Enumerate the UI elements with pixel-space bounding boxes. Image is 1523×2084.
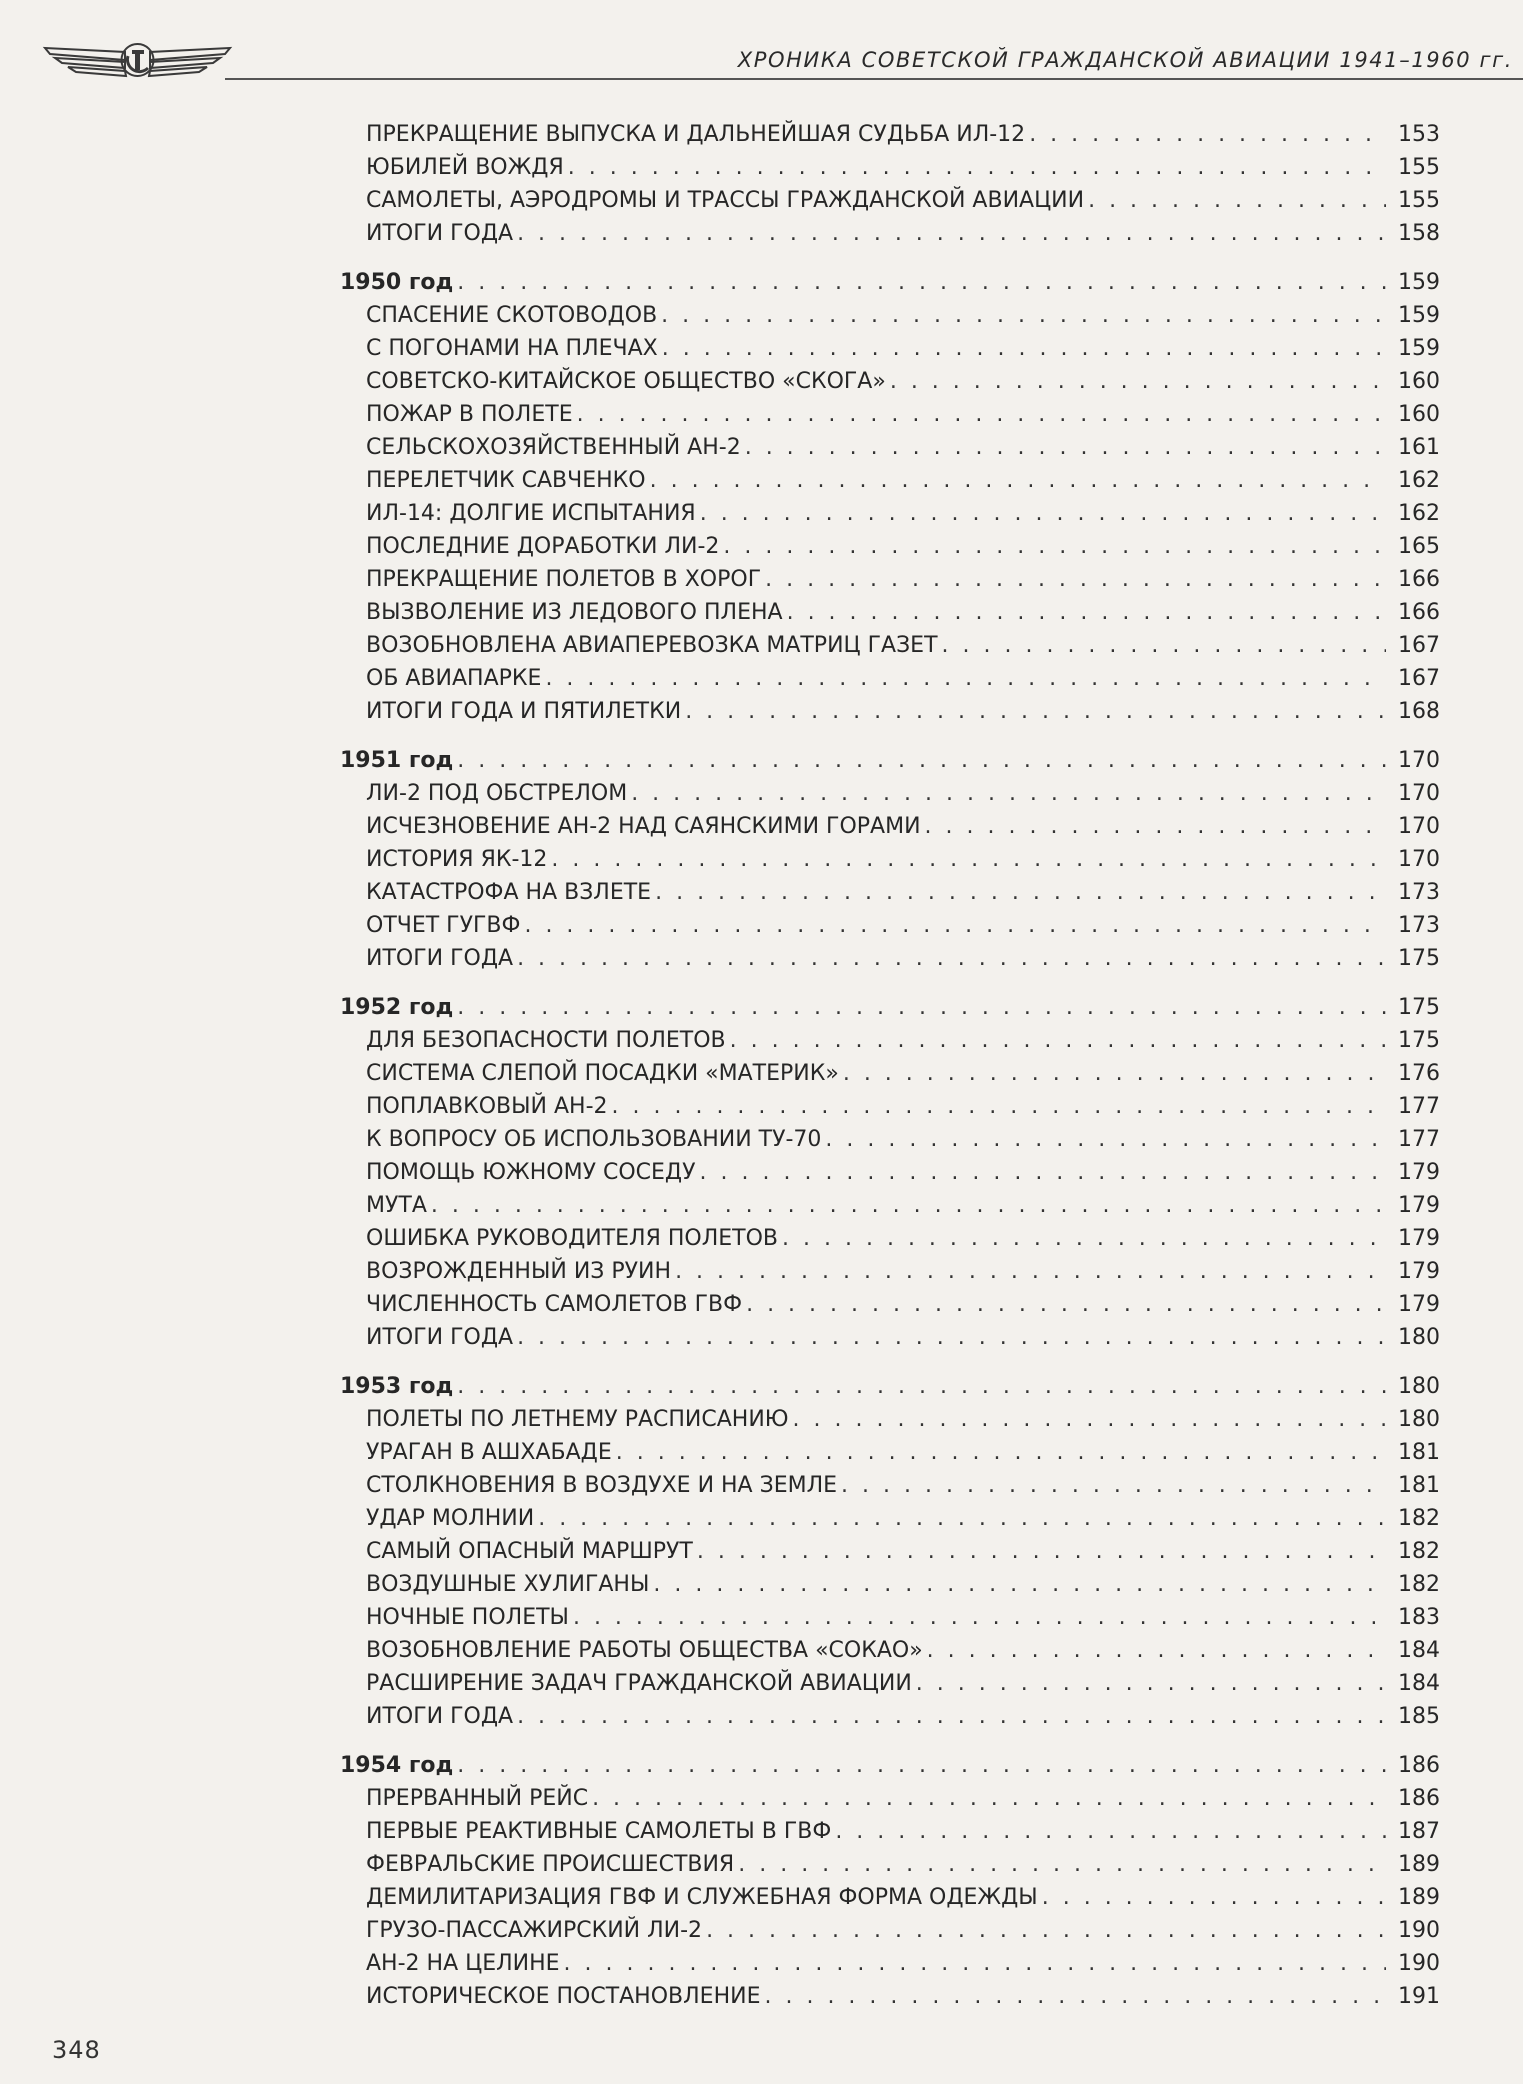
toc-page-number: 182	[1398, 1539, 1440, 1564]
toc-entry-title: СПАСЕНИЕ СКОТОВОДОВ	[366, 303, 658, 328]
toc-entry[interactable]	[340, 1947, 1440, 1980]
toc-entry-title: ИТОГИ ГОДА	[366, 946, 514, 971]
leader-dots	[631, 777, 1386, 810]
toc-page-number: 155	[1398, 188, 1440, 213]
toc-entry-title: ПОПЛАВКОВЫЙ АН-2	[366, 1094, 608, 1119]
toc-entry[interactable]	[340, 1189, 1440, 1222]
toc-page-number: 167	[1398, 633, 1440, 658]
toc-entry-title: СИСТЕМА СЛЕПОЙ ПОСАДКИ «МАТЕРИК»	[366, 1061, 839, 1086]
leader-dots	[841, 1469, 1386, 1502]
toc-entry-title: ЛИ-2 ПОД ОБСТРЕЛОМ	[366, 781, 628, 806]
leader-dots	[745, 431, 1386, 464]
toc-page-number: 175	[1398, 995, 1440, 1020]
leader-dots	[730, 1024, 1386, 1057]
toc-entry[interactable]	[340, 1156, 1440, 1189]
toc-entry-title: ВЫЗВОЛЕНИЕ ИЗ ЛЕДОВОГО ПЛЕНА	[366, 600, 783, 625]
toc-page-number: 189	[1398, 1885, 1440, 1910]
leader-dots	[697, 1535, 1386, 1568]
toc-page-number: 179	[1398, 1292, 1440, 1317]
toc-page-number: 186	[1398, 1786, 1440, 1811]
leader-dots	[685, 695, 1386, 728]
leader-dots	[765, 563, 1386, 596]
leader-dots	[538, 1502, 1386, 1535]
toc-entry-title: ВОЗДУШНЫЕ ХУЛИГАНЫ	[366, 1572, 650, 1597]
toc-section	[340, 991, 1440, 1354]
leader-dots	[457, 1749, 1386, 1782]
toc-entry-title: АН-2 НА ЦЕЛИНЕ	[366, 1951, 560, 1976]
leader-dots	[517, 217, 1386, 250]
toc-entry[interactable]	[340, 1222, 1440, 1255]
toc-entry-title: СЕЛЬСКОХОЗЯЙСТВЕННЫЙ АН-2	[366, 435, 741, 460]
page-header	[0, 0, 1523, 100]
toc-page-number: 190	[1398, 1918, 1440, 1943]
toc-entry-title: КАТАСТРОФА НА ВЗЛЕТЕ	[366, 880, 652, 905]
running-title: ХРОНИКА СОВЕТСКОЙ ГРАЖДАНСКОЙ АВИАЦИИ 1941–1960 гг.	[737, 48, 1513, 72]
page-number: 348	[52, 2036, 101, 2064]
toc-entry-title: ИТОГИ ГОДА	[366, 1704, 514, 1729]
toc-entry-title: СТОЛКНОВЕНИЯ В ВОЗДУХЕ И НА ЗЕМЛЕ	[366, 1473, 838, 1498]
toc-entry-title: ОТЧЕТ ГУГВФ	[366, 913, 521, 938]
toc-page-number: 182	[1398, 1506, 1440, 1531]
toc-entry-title: ИСТОРИЯ ЯК-12	[366, 847, 548, 872]
toc-page-number: 160	[1398, 369, 1440, 394]
toc-year-entry[interactable]	[340, 991, 1440, 1024]
toc-entry[interactable]	[340, 596, 1440, 629]
toc-page-number: 159	[1398, 270, 1440, 295]
toc-page-number: 186	[1398, 1753, 1440, 1778]
toc-entry[interactable]	[340, 299, 1440, 332]
toc-page-number: 179	[1398, 1193, 1440, 1218]
toc-entry-title: ОШИБКА РУКОВОДИТЕЛЯ ПОЛЕТОВ	[366, 1226, 779, 1251]
leader-dots	[700, 497, 1386, 530]
leader-dots	[661, 299, 1386, 332]
toc-page-number: 158	[1398, 221, 1440, 246]
toc-entry[interactable]	[340, 1782, 1440, 1815]
toc-entry[interactable]	[340, 217, 1440, 250]
leader-dots	[927, 1634, 1386, 1667]
toc-entry-title: ПОСЛЕДНИЕ ДОРАБОТКИ ЛИ-2	[366, 534, 720, 559]
toc-page-number: 180	[1398, 1407, 1440, 1432]
leader-dots	[517, 1321, 1386, 1354]
leader-dots	[551, 843, 1386, 876]
leader-dots	[925, 810, 1386, 843]
toc-entry-title: МУТА	[366, 1193, 427, 1218]
leader-dots	[517, 1700, 1386, 1733]
leader-dots	[782, 1222, 1386, 1255]
leader-dots	[764, 1980, 1386, 2013]
toc-page-number: 170	[1398, 781, 1440, 806]
leader-dots	[825, 1123, 1386, 1156]
toc-entry[interactable]	[340, 1568, 1440, 1601]
toc-page-number: 167	[1398, 666, 1440, 691]
toc-entry-title: УДАР МОЛНИИ	[366, 1506, 535, 1531]
toc-entry[interactable]	[340, 1535, 1440, 1568]
toc-entry-title: ИСЧЕЗНОВЕНИЕ АН-2 НАД САЯНСКИМИ ГОРАМИ	[366, 814, 921, 839]
toc-page-number: 190	[1398, 1951, 1440, 1976]
toc-page-number: 175	[1398, 1028, 1440, 1053]
toc-page-number: 170	[1398, 814, 1440, 839]
toc-section	[340, 1370, 1440, 1733]
toc-entry[interactable]	[340, 398, 1440, 431]
toc-page-number: 181	[1398, 1440, 1440, 1465]
leader-dots	[568, 151, 1386, 184]
toc-entry[interactable]	[340, 1057, 1440, 1090]
leader-dots	[577, 398, 1386, 431]
toc-entry-title: ИЛ-14: ДОЛГИЕ ИСПЫТАНИЯ	[366, 501, 696, 526]
leader-dots	[573, 1601, 1386, 1634]
toc-entry-title: ВОЗОБНОВЛЕНА АВИАПЕРЕВОЗКА МАТРИЦ ГАЗЕТ	[366, 633, 938, 658]
toc-year-entry[interactable]	[340, 744, 1440, 777]
toc-page-number: 166	[1398, 567, 1440, 592]
toc-entry-title: ИТОГИ ГОДА	[366, 221, 514, 246]
toc-page-number: 170	[1398, 748, 1440, 773]
toc-entry[interactable]	[340, 118, 1440, 151]
table-of-contents	[340, 118, 1440, 2029]
leader-dots	[592, 1782, 1386, 1815]
leader-dots	[706, 1914, 1386, 1947]
toc-page-number: 179	[1398, 1259, 1440, 1284]
toc-entry[interactable]	[340, 1321, 1440, 1354]
toc-entry[interactable]	[340, 1700, 1440, 1733]
toc-year-entry[interactable]	[340, 1370, 1440, 1403]
toc-page-number: 180	[1398, 1325, 1440, 1350]
toc-entry[interactable]	[340, 662, 1440, 695]
leader-dots	[457, 266, 1386, 299]
leader-dots	[746, 1288, 1386, 1321]
toc-entry[interactable]	[340, 1403, 1440, 1436]
toc-page-number: 170	[1398, 847, 1440, 872]
toc-entry[interactable]	[340, 332, 1440, 365]
toc-entry-title: ПРЕРВАННЫЙ РЕЙС	[366, 1786, 589, 1811]
toc-page-number: 182	[1398, 1572, 1440, 1597]
toc-entry[interactable]	[340, 151, 1440, 184]
toc-page-number: 159	[1398, 336, 1440, 361]
leader-dots	[650, 464, 1386, 497]
toc-entry-title: К ВОПРОСУ ОБ ИСПОЛЬЗОВАНИИ ТУ-70	[366, 1127, 822, 1152]
leader-dots	[616, 1436, 1386, 1469]
toc-entry[interactable]	[340, 1502, 1440, 1535]
toc-section	[340, 118, 1440, 250]
toc-entry[interactable]	[340, 942, 1440, 975]
toc-entry[interactable]	[340, 1090, 1440, 1123]
leader-dots	[431, 1189, 1386, 1222]
toc-entry[interactable]	[340, 184, 1440, 217]
toc-page-number: 165	[1398, 534, 1440, 559]
toc-page-number: 176	[1398, 1061, 1440, 1086]
toc-entry-title: ДЛЯ БЕЗОПАСНОСТИ ПОЛЕТОВ	[366, 1028, 726, 1053]
leader-dots	[545, 662, 1386, 695]
leader-dots	[890, 365, 1386, 398]
toc-entry[interactable]	[340, 1881, 1440, 1914]
leader-dots	[835, 1815, 1386, 1848]
leader-dots	[942, 629, 1386, 662]
toc-entry[interactable]	[340, 563, 1440, 596]
toc-page-number: 177	[1398, 1127, 1440, 1152]
toc-entry-title: ИСТОРИЧЕСКОЕ ПОСТАНОВЛЕНИЕ	[366, 1984, 761, 2009]
leader-dots	[916, 1667, 1386, 1700]
toc-entry[interactable]	[340, 530, 1440, 563]
leader-dots	[1029, 118, 1386, 151]
leader-dots	[1042, 1881, 1386, 1914]
toc-entry[interactable]	[340, 1815, 1440, 1848]
toc-page-number: 175	[1398, 946, 1440, 971]
toc-entry[interactable]	[340, 1634, 1440, 1667]
toc-page-number: 153	[1398, 122, 1440, 147]
leader-dots	[457, 991, 1386, 1024]
toc-entry-title: НОЧНЫЕ ПОЛЕТЫ	[366, 1605, 569, 1630]
toc-page-number: 181	[1398, 1473, 1440, 1498]
toc-entry[interactable]	[340, 1469, 1440, 1502]
toc-entry-title: САМОЛЕТЫ, АЭРОДРОМЫ И ТРАССЫ ГРАЖДАНСКОЙ АВИАЦИИ	[366, 188, 1085, 213]
toc-entry[interactable]	[340, 1288, 1440, 1321]
toc-page-number: 161	[1398, 435, 1440, 460]
toc-entry[interactable]	[340, 1914, 1440, 1947]
toc-year-title: 1951 год	[340, 748, 454, 773]
leader-dots	[457, 744, 1386, 777]
toc-entry[interactable]	[340, 810, 1440, 843]
toc-page-number: 183	[1398, 1605, 1440, 1630]
leader-dots	[653, 1568, 1386, 1601]
leader-dots	[457, 1370, 1386, 1403]
toc-page-number: 179	[1398, 1160, 1440, 1185]
toc-entry[interactable]	[340, 1436, 1440, 1469]
toc-entry[interactable]	[340, 1980, 1440, 2013]
toc-entry[interactable]	[340, 777, 1440, 810]
toc-page-number: 184	[1398, 1638, 1440, 1663]
toc-section	[340, 266, 1440, 728]
leader-dots	[655, 876, 1386, 909]
toc-page-number: 187	[1398, 1819, 1440, 1844]
toc-year-title: 1952 год	[340, 995, 454, 1020]
toc-page-number: 189	[1398, 1852, 1440, 1877]
toc-section	[340, 744, 1440, 975]
toc-year-entry[interactable]	[340, 1749, 1440, 1782]
leader-dots	[843, 1057, 1386, 1090]
toc-entry-title: ПОЖАР В ПОЛЕТЕ	[366, 402, 573, 427]
toc-entry-title: ОБ АВИАПАРКЕ	[366, 666, 542, 691]
toc-page-number: 168	[1398, 699, 1440, 724]
toc-year-entry[interactable]	[340, 266, 1440, 299]
toc-entry-title: ГРУЗО-ПАССАЖИРСКИЙ ЛИ-2	[366, 1918, 703, 1943]
leader-dots	[675, 1255, 1386, 1288]
toc-page-number: 155	[1398, 155, 1440, 180]
toc-page-number: 177	[1398, 1094, 1440, 1119]
toc-page-number: 184	[1398, 1671, 1440, 1696]
toc-entry[interactable]	[340, 365, 1440, 398]
leader-dots	[517, 942, 1386, 975]
toc-entry-title: ВОЗОБНОВЛЕНИЕ РАБОТЫ ОБЩЕСТВА «СОКАО»	[366, 1638, 923, 1663]
aeroflot-winged-hammer-sickle-icon	[40, 28, 235, 88]
toc-page-number: 180	[1398, 1374, 1440, 1399]
leader-dots	[524, 909, 1386, 942]
toc-entry[interactable]	[340, 1123, 1440, 1156]
toc-entry[interactable]	[340, 1601, 1440, 1634]
toc-page-number: 162	[1398, 501, 1440, 526]
toc-entry-title: САМЫЙ ОПАСНЫЙ МАРШРУТ	[366, 1539, 693, 1564]
toc-entry-title: С ПОГОНАМИ НА ПЛЕЧАХ	[366, 336, 658, 361]
toc-page-number: 162	[1398, 468, 1440, 493]
leader-dots	[793, 1403, 1386, 1436]
toc-page-number: 173	[1398, 913, 1440, 938]
toc-page-number: 160	[1398, 402, 1440, 427]
toc-entry-title: УРАГАН В АШХАБАДЕ	[366, 1440, 612, 1465]
toc-page-number: 159	[1398, 303, 1440, 328]
toc-entry-title: ДЕМИЛИТАРИЗАЦИЯ ГВФ И СЛУЖЕБНАЯ ФОРМА ОДЕЖДЫ	[366, 1885, 1038, 1910]
toc-entry-title: ПРЕКРАЩЕНИЕ ВЫПУСКА И ДАЛЬНЕЙШАЯ СУДЬБА ИЛ-12	[366, 122, 1026, 147]
toc-page-number: 185	[1398, 1704, 1440, 1729]
toc-entry-title: ВОЗРОЖДЕННЫЙ ИЗ РУИН	[366, 1259, 672, 1284]
toc-entry-title: ИТОГИ ГОДА И ПЯТИЛЕТКИ	[366, 699, 682, 724]
toc-entry[interactable]	[340, 1255, 1440, 1288]
leader-dots	[662, 332, 1386, 365]
toc-entry[interactable]	[340, 1667, 1440, 1700]
toc-entry[interactable]	[340, 431, 1440, 464]
toc-section	[340, 1749, 1440, 2013]
toc-page-number: 179	[1398, 1226, 1440, 1251]
toc-year-title: 1950 год	[340, 270, 454, 295]
leader-dots	[738, 1848, 1386, 1881]
leader-dots	[564, 1947, 1386, 1980]
toc-entry-title: СОВЕТСКО-КИТАЙСКОЕ ОБЩЕСТВО «СКОГА»	[366, 369, 886, 394]
leader-dots	[787, 596, 1386, 629]
leader-dots	[1088, 184, 1386, 217]
toc-entry[interactable]	[340, 497, 1440, 530]
toc-entry-title: РАСШИРЕНИЕ ЗАДАЧ ГРАЖДАНСКОЙ АВИАЦИИ	[366, 1671, 912, 1696]
toc-entry-title: ЧИСЛЕННОСТЬ САМОЛЕТОВ ГВФ	[366, 1292, 743, 1317]
toc-entry-title: ПОМОЩЬ ЮЖНОМУ СОСЕДУ	[366, 1160, 696, 1185]
toc-entry-title: ПРЕКРАЩЕНИЕ ПОЛЕТОВ В ХОРОГ	[366, 567, 762, 592]
toc-entry[interactable]	[340, 843, 1440, 876]
toc-entry-title: ЮБИЛЕЙ ВОЖДЯ	[366, 155, 564, 180]
toc-entry-title: ПЕРВЫЕ РЕАКТИВНЫЕ САМОЛЕТЫ В ГВФ	[366, 1819, 832, 1844]
toc-year-title: 1954 год	[340, 1753, 454, 1778]
toc-entry[interactable]	[340, 629, 1440, 662]
toc-entry[interactable]	[340, 876, 1440, 909]
toc-year-title: 1953 год	[340, 1374, 454, 1399]
toc-page-number: 166	[1398, 600, 1440, 625]
toc-entry-title: ПОЛЕТЫ ПО ЛЕТНЕМУ РАСПИСАНИЮ	[366, 1407, 789, 1432]
toc-page-number: 191	[1398, 1984, 1440, 2009]
toc-entry-title: ИТОГИ ГОДА	[366, 1325, 514, 1350]
toc-entry[interactable]	[340, 1848, 1440, 1881]
toc-page-number: 173	[1398, 880, 1440, 905]
toc-entry[interactable]	[340, 909, 1440, 942]
leader-dots	[723, 530, 1386, 563]
leader-dots	[612, 1090, 1386, 1123]
toc-entry[interactable]	[340, 464, 1440, 497]
toc-entry[interactable]	[340, 695, 1440, 728]
toc-entry[interactable]	[340, 1024, 1440, 1057]
header-rule	[225, 78, 1523, 80]
toc-entry-title: ФЕВРАЛЬСКИЕ ПРОИСШЕСТВИЯ	[366, 1852, 735, 1877]
toc-entry-title: ПЕРЕЛЕТЧИК САВЧЕНКО	[366, 468, 646, 493]
leader-dots	[700, 1156, 1386, 1189]
